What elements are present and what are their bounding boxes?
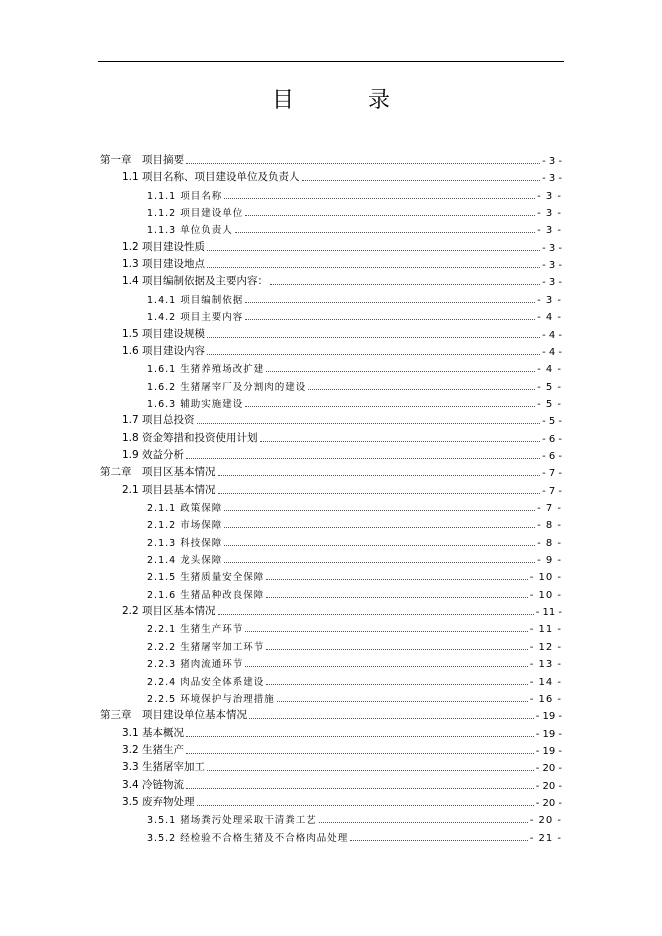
toc-leader-dots [245, 302, 535, 303]
toc-entry[interactable] [147, 827, 562, 844]
toc-leader-dots [207, 250, 540, 251]
toc-entry-label: 第一章 项目摘要 [100, 154, 184, 166]
toc-entry-page: - 20 - [535, 797, 562, 809]
toc-entry[interactable] [100, 705, 562, 722]
toc-entry-label: 1.1.1 项目名称 [147, 190, 223, 202]
toc-entry[interactable] [122, 428, 562, 445]
toc-leader-dots [260, 441, 541, 442]
toc-entry-page: - 3 - [537, 208, 562, 220]
toc-entry-page: - 10 - [529, 589, 562, 601]
toc-entry[interactable] [147, 688, 562, 705]
toc-leader-dots [302, 180, 541, 181]
toc-leader-dots [224, 510, 535, 511]
toc-entry[interactable] [122, 601, 562, 618]
toc-entry-label: 3.1 基本概况 [122, 726, 185, 739]
toc-entry[interactable] [122, 480, 562, 497]
toc-entry[interactable] [122, 341, 562, 358]
toc-entry[interactable] [122, 775, 562, 792]
toc-entry[interactable] [147, 809, 562, 826]
toc-entry-page: - 3 - [542, 242, 562, 254]
toc-entry[interactable] [147, 219, 562, 236]
toc-leader-dots [218, 493, 541, 494]
toc-entry-label: 第二章 项目区基本情况 [100, 466, 216, 479]
toc-entry-page: - 14 - [529, 676, 562, 688]
toc-entry-page: - 9 - [537, 555, 562, 567]
toc-entry[interactable] [147, 549, 562, 566]
toc-leader-dots [224, 562, 535, 563]
toc-entry-label: 2.1.2 市场保障 [147, 520, 223, 532]
toc-entry-label: 3.3 生猪屠宰加工 [122, 761, 206, 774]
toc-entry-page: - 16 - [529, 693, 562, 705]
toc-leader-dots [197, 805, 534, 806]
toc-entry-label: 2.1.5 生猪质量安全保障 [147, 572, 265, 584]
toc-leader-dots [218, 475, 541, 476]
toc-entry-page: - 4 - [542, 346, 562, 358]
toc-leader-dots [224, 198, 535, 199]
toc-entry-page: - 3 - [542, 260, 562, 272]
toc-entry-page: - 20 - [535, 763, 562, 775]
toc-entry-label: 1.7 项目总投资 [122, 414, 195, 427]
toc-leader-dots [266, 597, 527, 598]
toc-entry-label: 2.2.3 猪肉流通环节 [147, 659, 244, 671]
page-title: 目 录 [271, 88, 416, 113]
toc-entry-page: - 12 - [529, 641, 562, 653]
toc-leader-dots [224, 527, 535, 528]
toc-leader-dots [186, 753, 534, 754]
toc-entry-label: 3.2 生猪生产 [122, 743, 185, 756]
toc-entry-label: 1.8 资金筹措和投资使用计划 [122, 431, 258, 444]
toc-entry-label: 2.1.3 科技保障 [147, 537, 223, 549]
toc-entry[interactable] [147, 497, 562, 514]
toc-entry-page: - 3 - [537, 294, 562, 306]
toc-entry-label: 1.9 效益分析 [122, 448, 185, 461]
toc-leader-dots [218, 614, 534, 615]
toc-leader-dots [197, 423, 541, 424]
toc-entry-label: 1.1.3 单位负责人 [147, 225, 233, 237]
toc-entry-page: - 19 - [535, 745, 562, 757]
toc-entry-page: - 3 - [537, 225, 562, 237]
toc-entry-page: - 3 - [542, 156, 562, 167]
toc-entry-label: 1.5 项目建设规模 [122, 327, 206, 340]
toc-entry-page: - 19 - [535, 711, 562, 723]
toc-entry-label: 3.5.2 经检验不合格生猪及不合格肉品处理 [147, 832, 349, 844]
toc-leader-dots [207, 354, 540, 355]
toc-entry-page: - 11 - [535, 607, 562, 619]
toc-entry-page: - 7 - [537, 503, 562, 514]
toc-entry-page: - 11 - [529, 624, 562, 636]
toc-entry-label: 3.4 冷链物流 [122, 778, 185, 791]
toc-entry[interactable] [122, 167, 562, 184]
toc-entry-label: 3.5 废弃物处理 [122, 795, 195, 808]
toc-entry-label: 1.1 项目名称、项目建设单位及负责人 [122, 171, 300, 184]
toc-entry-page: - 3 - [542, 173, 562, 185]
toc-entry-label: 2.2.2 生猪屠宰加工环节 [147, 641, 265, 653]
toc-leader-dots [277, 701, 528, 702]
toc-entry-label: 2.1.6 生猪品种改良保障 [147, 589, 265, 601]
toc-entry[interactable] [147, 566, 562, 583]
toc-leader-dots [207, 267, 540, 268]
toc-entry-page: - 4 - [537, 312, 562, 324]
toc-leader-dots [270, 284, 540, 285]
toc-entry-label: 2.2 项目区基本情况 [122, 605, 216, 618]
toc-leader-dots [249, 718, 534, 719]
toc-leader-dots [186, 163, 540, 164]
toc-leader-dots [245, 631, 527, 632]
toc-entry-label: 3.5.1 猪场粪污处理采取干清粪工艺 [147, 815, 317, 827]
toc-entry-label: 1.4 项目编制依据及主要内容： [122, 275, 269, 288]
toc-entry[interactable] [122, 254, 562, 271]
toc-leader-dots [350, 840, 527, 841]
toc-entry-page: - 3 - [542, 277, 562, 289]
toc-entry-page: - 19 - [535, 728, 562, 740]
toc-leader-dots [224, 545, 535, 546]
toc-leader-dots [186, 788, 534, 789]
toc-entry-label: 1.6.2 生猪屠宰厂及分割肉的建设 [147, 381, 307, 393]
toc-entry[interactable] [147, 653, 562, 670]
toc-entry[interactable] [147, 514, 562, 531]
toc-leader-dots [319, 822, 528, 823]
toc-entry[interactable] [147, 532, 562, 549]
toc-entry-page: - 7 - [542, 468, 562, 480]
toc-entry-page: - 5 - [542, 416, 562, 428]
toc-entry-label: 2.2.4 肉品安全体系建设 [147, 676, 265, 688]
toc-entry-page: - 4 - [542, 329, 562, 341]
toc-entry-page: - 7 - [542, 485, 562, 497]
toc-entry[interactable] [122, 792, 562, 809]
toc-entry-page: - 8 - [537, 520, 562, 532]
toc-entry[interactable] [122, 757, 562, 774]
toc-entry-page: - 3 - [537, 190, 562, 202]
toc-entry[interactable] [122, 740, 562, 757]
toc-leader-dots [266, 579, 527, 580]
toc-entry-label: 1.3 项目建设地点 [122, 258, 206, 271]
toc-entry-label: 2.1.1 政策保障 [147, 503, 223, 514]
toc-leader-dots [207, 770, 534, 771]
toc-entry-label: 1.2 项目建设性质 [122, 240, 206, 253]
toc-leader-dots [235, 232, 535, 233]
toc-entry[interactable] [147, 618, 562, 635]
toc-entry[interactable] [147, 393, 562, 410]
toc-entry-label: 2.2.5 环境保护与治理措施 [147, 693, 275, 705]
toc-entry-label: 1.4.2 项目主要内容 [147, 312, 244, 324]
toc-entry[interactable] [122, 723, 562, 740]
toc-entry[interactable] [122, 410, 562, 427]
toc-entry-page: - 13 - [529, 659, 562, 671]
toc-leader-dots [245, 406, 535, 407]
toc-entry[interactable] [122, 445, 562, 462]
toc-leader-dots [266, 371, 535, 372]
toc-leader-dots [207, 337, 540, 338]
toc-entry-page: - 6 - [542, 433, 562, 445]
toc-entry-label: 1.4.1 项目编制依据 [147, 294, 244, 306]
toc-entry[interactable] [100, 150, 562, 167]
toc-entry-page: - 6 - [542, 450, 562, 462]
toc-entry-label: 第三章 项目建设单位基本情况 [100, 709, 247, 722]
toc-entry-label: 2.1 项目县基本情况 [122, 483, 216, 496]
toc-leader-dots [186, 458, 540, 459]
toc-entry-label: 2.2.1 生猪生产环节 [147, 624, 244, 636]
toc-leader-dots [308, 389, 535, 390]
toc-entry-label: 1.6 项目建设内容 [122, 344, 206, 357]
toc-entry[interactable] [147, 376, 562, 393]
toc-entry-label: 2.1.4 龙头保障 [147, 555, 223, 567]
header-rule [98, 61, 564, 62]
toc-leader-dots [245, 319, 535, 320]
toc-entry[interactable] [147, 185, 562, 202]
toc-entry-page: - 8 - [537, 537, 562, 549]
toc-entry[interactable] [147, 636, 562, 653]
toc-entry-label: 1.6.3 辅助实施建设 [147, 398, 244, 410]
toc-leader-dots [266, 649, 527, 650]
toc-entry-page: - 5 - [537, 381, 562, 393]
toc-entry[interactable] [122, 271, 562, 288]
toc-entry[interactable] [147, 289, 562, 306]
toc-entry[interactable] [147, 306, 562, 323]
toc-entry[interactable] [122, 324, 562, 341]
toc-entry-page: - 4 - [537, 364, 562, 376]
toc-leader-dots [266, 684, 527, 685]
toc-entry-label: 1.1.2 项目建设单位 [147, 208, 244, 220]
toc-entry-label: 1.6.1 生猪养殖场改扩建 [147, 364, 265, 376]
toc-entry[interactable] [147, 358, 562, 375]
toc-entry[interactable] [147, 584, 562, 601]
toc-entry[interactable] [122, 237, 562, 254]
toc-entry[interactable] [147, 202, 562, 219]
toc-entry-page: - 20 - [529, 815, 562, 827]
toc-entry-page: - 10 - [529, 572, 562, 584]
toc-entry[interactable] [147, 671, 562, 688]
toc-entry[interactable] [100, 462, 562, 479]
toc-entry-page: - 20 - [535, 780, 562, 792]
toc-entry-page: - 21 - [529, 832, 562, 844]
toc-leader-dots [245, 666, 527, 667]
toc-entry-page: - 5 - [537, 398, 562, 410]
toc-leader-dots [186, 736, 534, 737]
toc-leader-dots [245, 215, 535, 216]
